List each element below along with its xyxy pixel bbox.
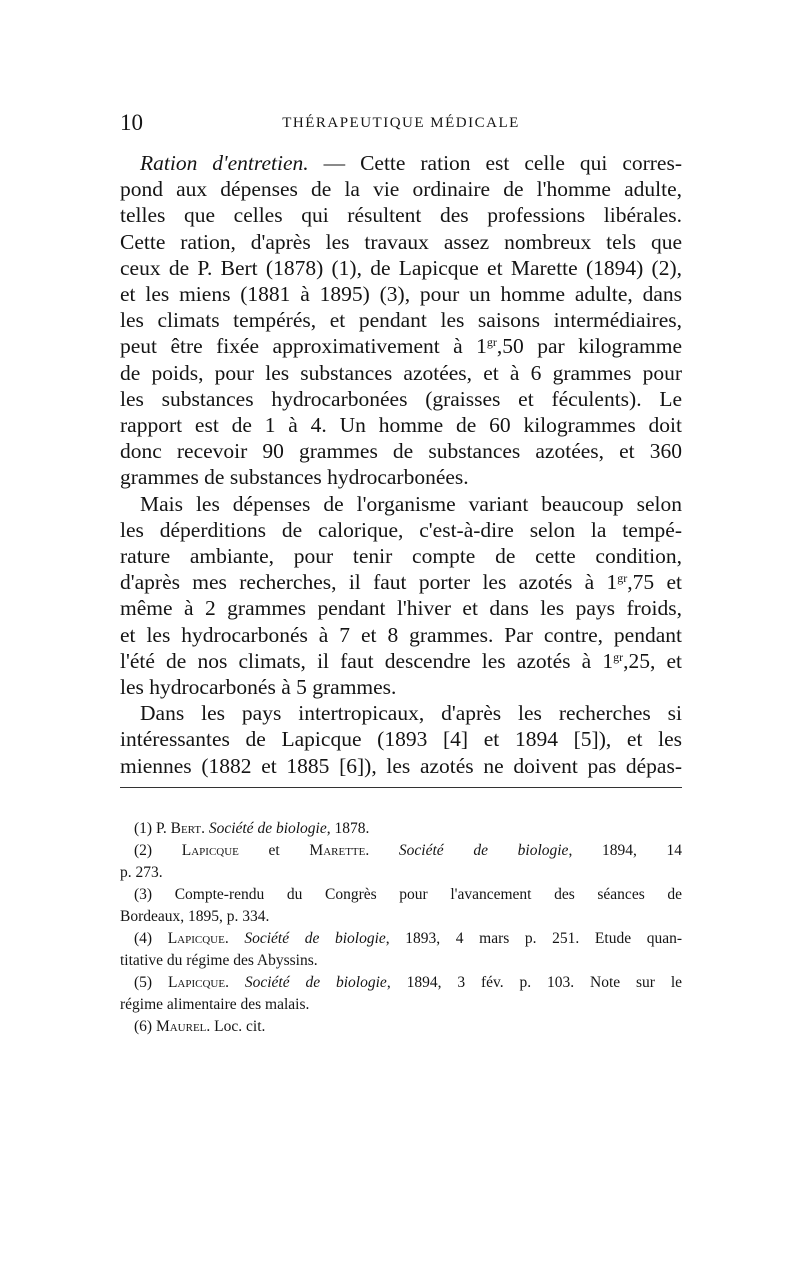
footnote-3: (3) Compte-rendu du Congrès pour l'avancement des séances de — [134, 886, 682, 903]
text-line: telles que celles qui résultent des professions libérales. — [120, 203, 682, 228]
footnote-divider — [120, 787, 682, 788]
section-title: Ration d'entretien. — [140, 151, 309, 175]
footnote-2: (2) Lapicque et Marette. Société de biologie, 1894, 14 — [134, 842, 683, 859]
text-line: miennes (1882 et 1885 [6]), les azotés ne doivent pas dépas- — [120, 753, 682, 778]
footnote-5: (5) Lapicque. Société de biologie, 1894, 3 fév. p. 103. Note sur le — [134, 974, 683, 991]
footnote-2-continued: p. 273. — [120, 864, 163, 881]
text-line: Cette ration, d'après les travaux assez nombreux tels que — [120, 229, 682, 254]
body-text — [120, 150, 682, 779]
text-line: Ration d'entretien. — Cette ration est celle qui corres- — [140, 151, 683, 175]
text-line: l'été de nos climats, il faut descendre les azotés à $1^{gr},25$, et — [120, 648, 682, 673]
footnote-1: (1) P. Bert. Société de biologie, 1878. — [134, 820, 370, 837]
footnote-4-continued: titative du régime des Abyssins. — [120, 952, 318, 969]
text-line: ceux de P. Bert (1878) (1), de Lapicque et Marette (1894) (2), — [120, 255, 682, 280]
text-line: donc recevoir 90 grammes de substances azotées, et 360 — [120, 439, 682, 464]
page-header — [120, 110, 682, 140]
text-line: les substances hydrocarbonées (graisses et féculents). Le — [120, 386, 682, 411]
footnote-5-continued: régime alimentaire des malais. — [120, 996, 310, 1013]
footnote-6: (6) Maurel. Loc. cit. — [134, 1018, 266, 1035]
text-line: les déperditions de calorique, c'est-à-dire selon la tempé- — [120, 517, 682, 542]
text-line: et les hydrocarbonés à 7 et 8 grammes. Par contre, pendant — [120, 622, 682, 647]
text-line: les hydrocarbonés à 5 grammes. — [120, 675, 397, 700]
text-line: grammes de substances hydrocarbonées. — [120, 465, 469, 490]
text-line: peut être fixée approximativement à $1^{gr},50$ par kilogramme — [120, 334, 682, 359]
text-line: Mais les dépenses de l'organisme variant beaucoup selon — [140, 491, 682, 516]
running-title: THÉRAPEUTIQUE MÉDICALE — [282, 115, 520, 131]
text-line: d'après mes recherches, il faut porter les azotés à $1^{gr},75$ et — [120, 570, 682, 595]
text-line: Dans les pays intertropicaux, d'après les recherches si — [140, 701, 682, 726]
text-line: rature ambiante, pour tenir compte de cette condition, — [120, 544, 682, 569]
text-line: même à 2 grammes pendant l'hiver et dans les pays froids, — [120, 596, 682, 621]
text-line: rapport est de 1 à 4. Un homme de 60 kilogrammes doit — [120, 413, 682, 438]
footnotes — [120, 818, 682, 1038]
text-line: les climats tempérés, et pendant les saisons intermédiaires, — [120, 308, 682, 333]
footnote-3-continued: Bordeaux, 1895, p. 334. — [120, 908, 270, 925]
text-line: pond aux dépenses de la vie ordinaire de l'homme adulte, — [120, 177, 682, 202]
footnote-4: (4) Lapicque. Société de biologie, 1893, 4 mars p. 251. Etude quan- — [134, 930, 683, 947]
text-line: de poids, pour les substances azotées, et à 6 grammes pour — [120, 360, 682, 385]
text-line: et les miens (1881 à 1895) (3), pour un homme adulte, dans — [120, 282, 682, 307]
page-number: 10 — [120, 110, 143, 135]
text-line: intéressantes de Lapicque (1893 [4] et 1894 [5]), et les — [120, 727, 682, 752]
